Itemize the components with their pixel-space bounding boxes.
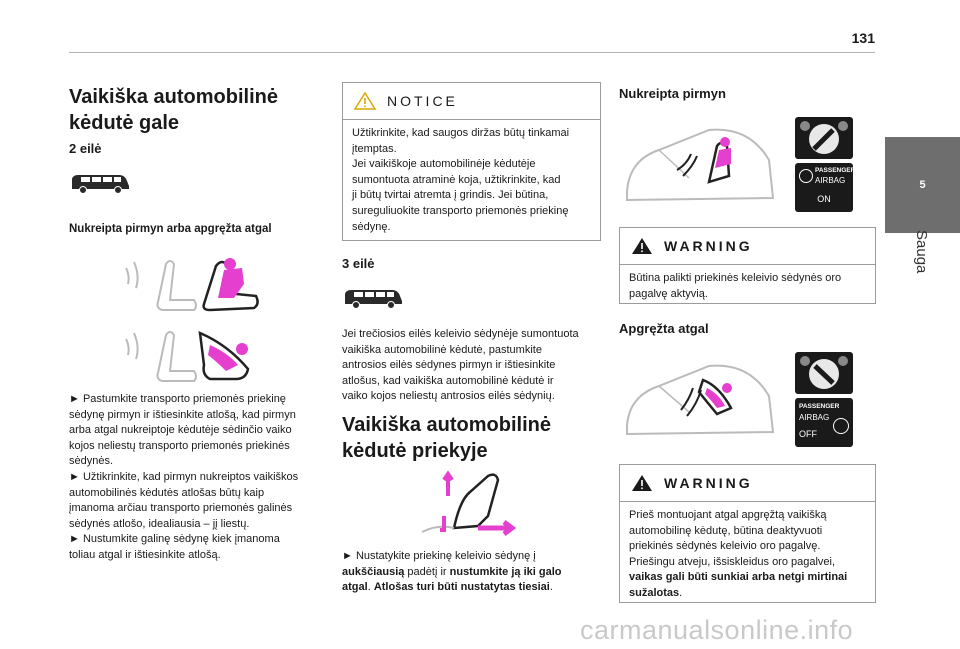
watermark: carmanualsonline.info xyxy=(580,615,854,645)
chapter-label: Sauga xyxy=(913,230,930,274)
front-instructions xyxy=(342,549,604,596)
header-divider xyxy=(69,52,875,53)
text-line xyxy=(629,586,866,602)
airbag-key-switch-off-icon xyxy=(795,352,853,394)
airbag-on-state: ON xyxy=(817,194,831,204)
airbag-child-icon xyxy=(799,169,813,183)
text-line: Užtikrinkite, kad saugos diržas būtų tinkamai xyxy=(352,127,570,139)
van-row2-icon xyxy=(69,172,131,194)
warning-text xyxy=(620,502,875,610)
text-line: Būtina palikti priekinės keleivio sėdynės oro xyxy=(629,272,842,284)
plain-text: . xyxy=(367,581,374,594)
forward-heading: Nukreipta pirmyn xyxy=(619,86,726,101)
text-line: Prieš montuojant atgal apgręžtą vaikišką xyxy=(629,509,827,521)
text-line: pagalvę aktyvią. xyxy=(629,287,708,300)
airbag-key-switch-on-icon xyxy=(795,117,853,159)
plain-text: . xyxy=(679,586,683,599)
row3-heading: 3 eilė xyxy=(342,256,375,271)
airbag-off-indicator xyxy=(795,398,853,447)
rear-instructions xyxy=(69,392,329,564)
text-line: sureguliuokite transporto priemonės priekinę xyxy=(352,204,569,217)
title-line: kėdutė priekyje xyxy=(342,440,488,462)
warning-label: WARNING xyxy=(664,238,753,254)
plain-text: . xyxy=(549,581,553,594)
airbag-on-mid: AIRBAG xyxy=(815,176,846,185)
text-line: automobilinės kėdutės atlošas būtų kaip xyxy=(69,486,265,499)
rear-facing-seat-illustration xyxy=(118,325,263,385)
bold-text: Atlošas turi būti nustatytas tiesiai xyxy=(373,581,550,594)
text-line: antrosios eilės sėdynes pirmyn ir ištiesinkite xyxy=(342,359,556,372)
text-line: ji būtų tvirtai atremta į grindis. Jei būtina, xyxy=(352,189,549,202)
airbag-on-top: PASSENGER xyxy=(815,167,856,174)
airbag-on-indicator xyxy=(795,163,856,212)
title-line: Vaikiška automobilinė xyxy=(342,414,551,436)
warning-triangle-icon xyxy=(630,236,654,256)
text-line: kojos neliestų transporto priemonės priekinės xyxy=(69,439,290,452)
text-line: Jei trečiosios eilės keleivio sėdynėje sumontuota xyxy=(342,328,579,340)
text-line: įmanoma arčiau transporto priemonės galinės xyxy=(69,502,293,515)
notice-box xyxy=(342,82,601,241)
text-line xyxy=(629,570,866,586)
van-row3-icon xyxy=(342,287,404,309)
section-title-front xyxy=(342,412,604,464)
chapter-tab[interactable] xyxy=(885,137,960,233)
plain-text: padėtį ir xyxy=(404,565,450,578)
airbag-off-mid: AIRBAG xyxy=(799,413,830,422)
bold-text: nustumkite ją iki galo xyxy=(449,565,562,578)
chapter-number: 5 xyxy=(919,179,926,191)
airbag-child-crossed-icon xyxy=(833,418,849,434)
notice-header xyxy=(343,83,600,120)
car-rearward-illustration xyxy=(619,356,781,444)
text-line: sėdynę. xyxy=(352,220,391,233)
notice-triangle-icon xyxy=(353,91,377,111)
text-line: vaikiška automobilinė kėdutė, pastumkite xyxy=(342,343,542,356)
row2-heading: 2 eilė xyxy=(69,141,102,156)
text-line: sumontuota atraminė koja, užtikrinkite, kad xyxy=(352,173,561,186)
warning-label: WARNING xyxy=(664,475,753,491)
text-line: automobilinę kėdutę, būtina deaktyvuoti xyxy=(629,524,823,537)
airbag-off-top: PASSENGER xyxy=(799,403,840,410)
text-line: ► Užtikrinkite, kad pirmyn nukreiptos vaikiškos xyxy=(69,470,299,483)
text-line: sėdynės atlošo, idealiausia – jį liestų. xyxy=(69,517,250,530)
bold-text: aukščiausią xyxy=(342,565,405,578)
warning-box-2 xyxy=(619,464,876,603)
row3-instructions xyxy=(342,327,604,405)
text-line xyxy=(342,580,604,596)
front-seat-adjust-illustration xyxy=(418,470,518,542)
bold-text: vaikas gali būti sunkiai arba netgi mirtinai xyxy=(629,571,848,584)
orientation-heading: Nukreipta pirmyn arba apgręžta atgal xyxy=(69,223,272,235)
text-line: atlošus, kad vaikiška automobilinė kėdutė ir xyxy=(342,374,554,387)
title-line: kėdutė gale xyxy=(69,112,180,134)
warning-box-1 xyxy=(619,227,876,304)
text-line: sėdynės. xyxy=(69,455,114,468)
car-forward-illustration xyxy=(619,120,781,212)
text-line: sėdynę pirmyn ir ištiesinkite atlošą, kad pirmyn xyxy=(69,408,296,421)
page-number: 131 xyxy=(851,30,875,46)
text-line: įtemptas. xyxy=(352,142,397,155)
title-line: Vaikiška automobilinė xyxy=(69,86,278,108)
airbag-off-state: OFF xyxy=(799,429,817,439)
text-line: priekinės sėdynės keleivio oro pagalvę. xyxy=(629,540,821,553)
notice-text xyxy=(343,120,600,243)
section-title-rear xyxy=(69,84,309,136)
forward-facing-seat-illustration xyxy=(118,254,263,316)
text-line: toliau atgal ir ištiesinkite atlošą. xyxy=(69,548,221,561)
text-line: Jei vaikiškoje automobilinėje kėdutėje xyxy=(352,158,536,171)
text-line: ► Nustumkite galinę sėdynę kiek įmanoma xyxy=(69,533,280,546)
warning-text xyxy=(620,265,875,310)
bold-text: sužalotas xyxy=(629,586,680,599)
warning-triangle-icon xyxy=(630,473,654,493)
text-line: ► Pastumkite transporto priemonės priekinę xyxy=(69,393,286,405)
bold-text: atgal xyxy=(342,581,368,594)
rear-heading: Apgręžta atgal xyxy=(619,321,709,336)
text-line: arba atgal nukreiptoje kėdutėje sėdinčio vaiko xyxy=(69,424,292,437)
warning-header xyxy=(620,228,875,265)
warning-header xyxy=(620,465,875,502)
notice-label: NOTICE xyxy=(387,93,458,109)
text-line: Priešingu atveju, išsiskleidus oro pagalvei, xyxy=(629,555,836,568)
text-line: vaiko kojos neliestų antrosios eilės sėdynių. xyxy=(342,390,555,403)
text-line: ► Nustatykite priekinę keleivio sėdynę į xyxy=(342,550,536,562)
text-line xyxy=(342,565,604,581)
